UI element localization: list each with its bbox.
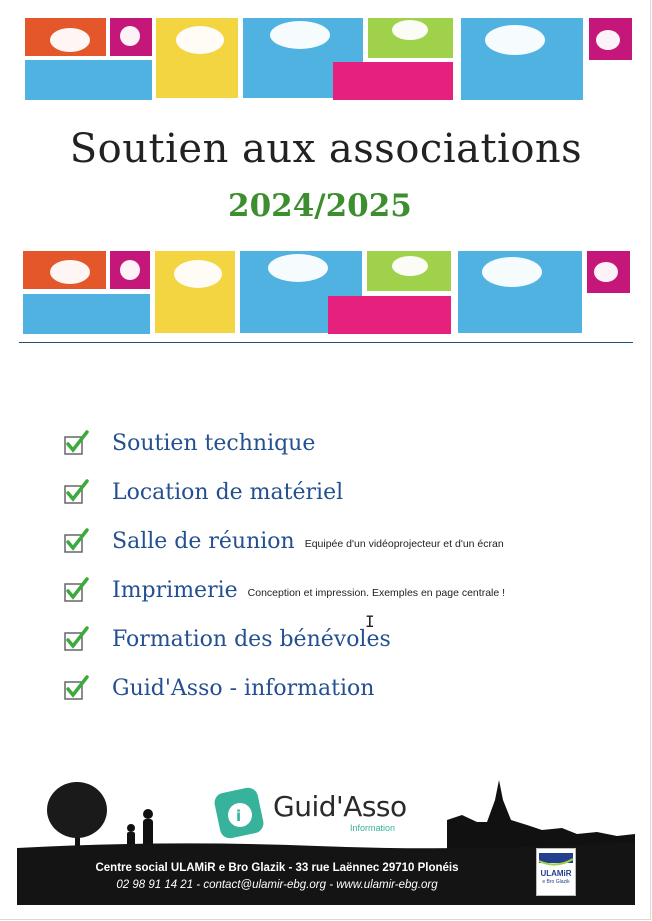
checkmark-icon [62, 625, 90, 653]
checkmark-icon [62, 478, 90, 506]
checkmark-icon [62, 576, 90, 604]
middle-banner [0, 248, 652, 340]
service-item-imprimerie [62, 572, 505, 608]
footer-address: Centre social ULAMiR e Bro Glazik - 33 rue Laënnec 29710 Plonéis [95, 862, 459, 874]
flag-icon [537, 849, 575, 869]
service-label: Location de matériel [112, 479, 344, 505]
divider-line [19, 342, 633, 343]
ulamir-logo-text: ULAMiR [540, 869, 572, 878]
checkmark-icon [62, 429, 90, 457]
checkmark-icon [62, 527, 90, 555]
text-cursor-icon: I [365, 612, 375, 631]
service-item-formation [62, 621, 391, 657]
service-label: Imprimerie [112, 577, 238, 603]
season-year: 2024/2025 [228, 188, 412, 224]
ulamir-logo [536, 848, 576, 896]
service-label: Salle de réunion [112, 528, 295, 554]
svg-text:i: i [236, 807, 242, 825]
ulamir-logo-subtitle: e Bro Glazik [542, 879, 570, 885]
service-label: Guid'Asso - information [112, 675, 375, 701]
service-label: Formation des bénévoles [112, 626, 391, 652]
service-item-salle [62, 523, 504, 559]
service-item-location [62, 474, 343, 510]
service-label: Soutien technique [112, 430, 316, 456]
footer-contact: 02 98 91 14 21 - contact@ulamir-ebg.org - www.ulamir-ebg.org [116, 879, 438, 891]
guidasso-logo: Guid'Asso [273, 790, 407, 823]
service-note: Conception et impression. Exemples en page centrale ! [247, 587, 506, 599]
service-note: Equipée d'un vidéoprojecteur et d'un écran [304, 538, 504, 550]
service-item-technique [62, 425, 315, 461]
guidasso-logo-subtitle: Information [350, 823, 396, 833]
checkmark-icon [62, 674, 90, 702]
page-title: Soutien aux associations [69, 126, 583, 172]
top-banner [0, 0, 652, 110]
service-item-guidasso [62, 670, 374, 706]
